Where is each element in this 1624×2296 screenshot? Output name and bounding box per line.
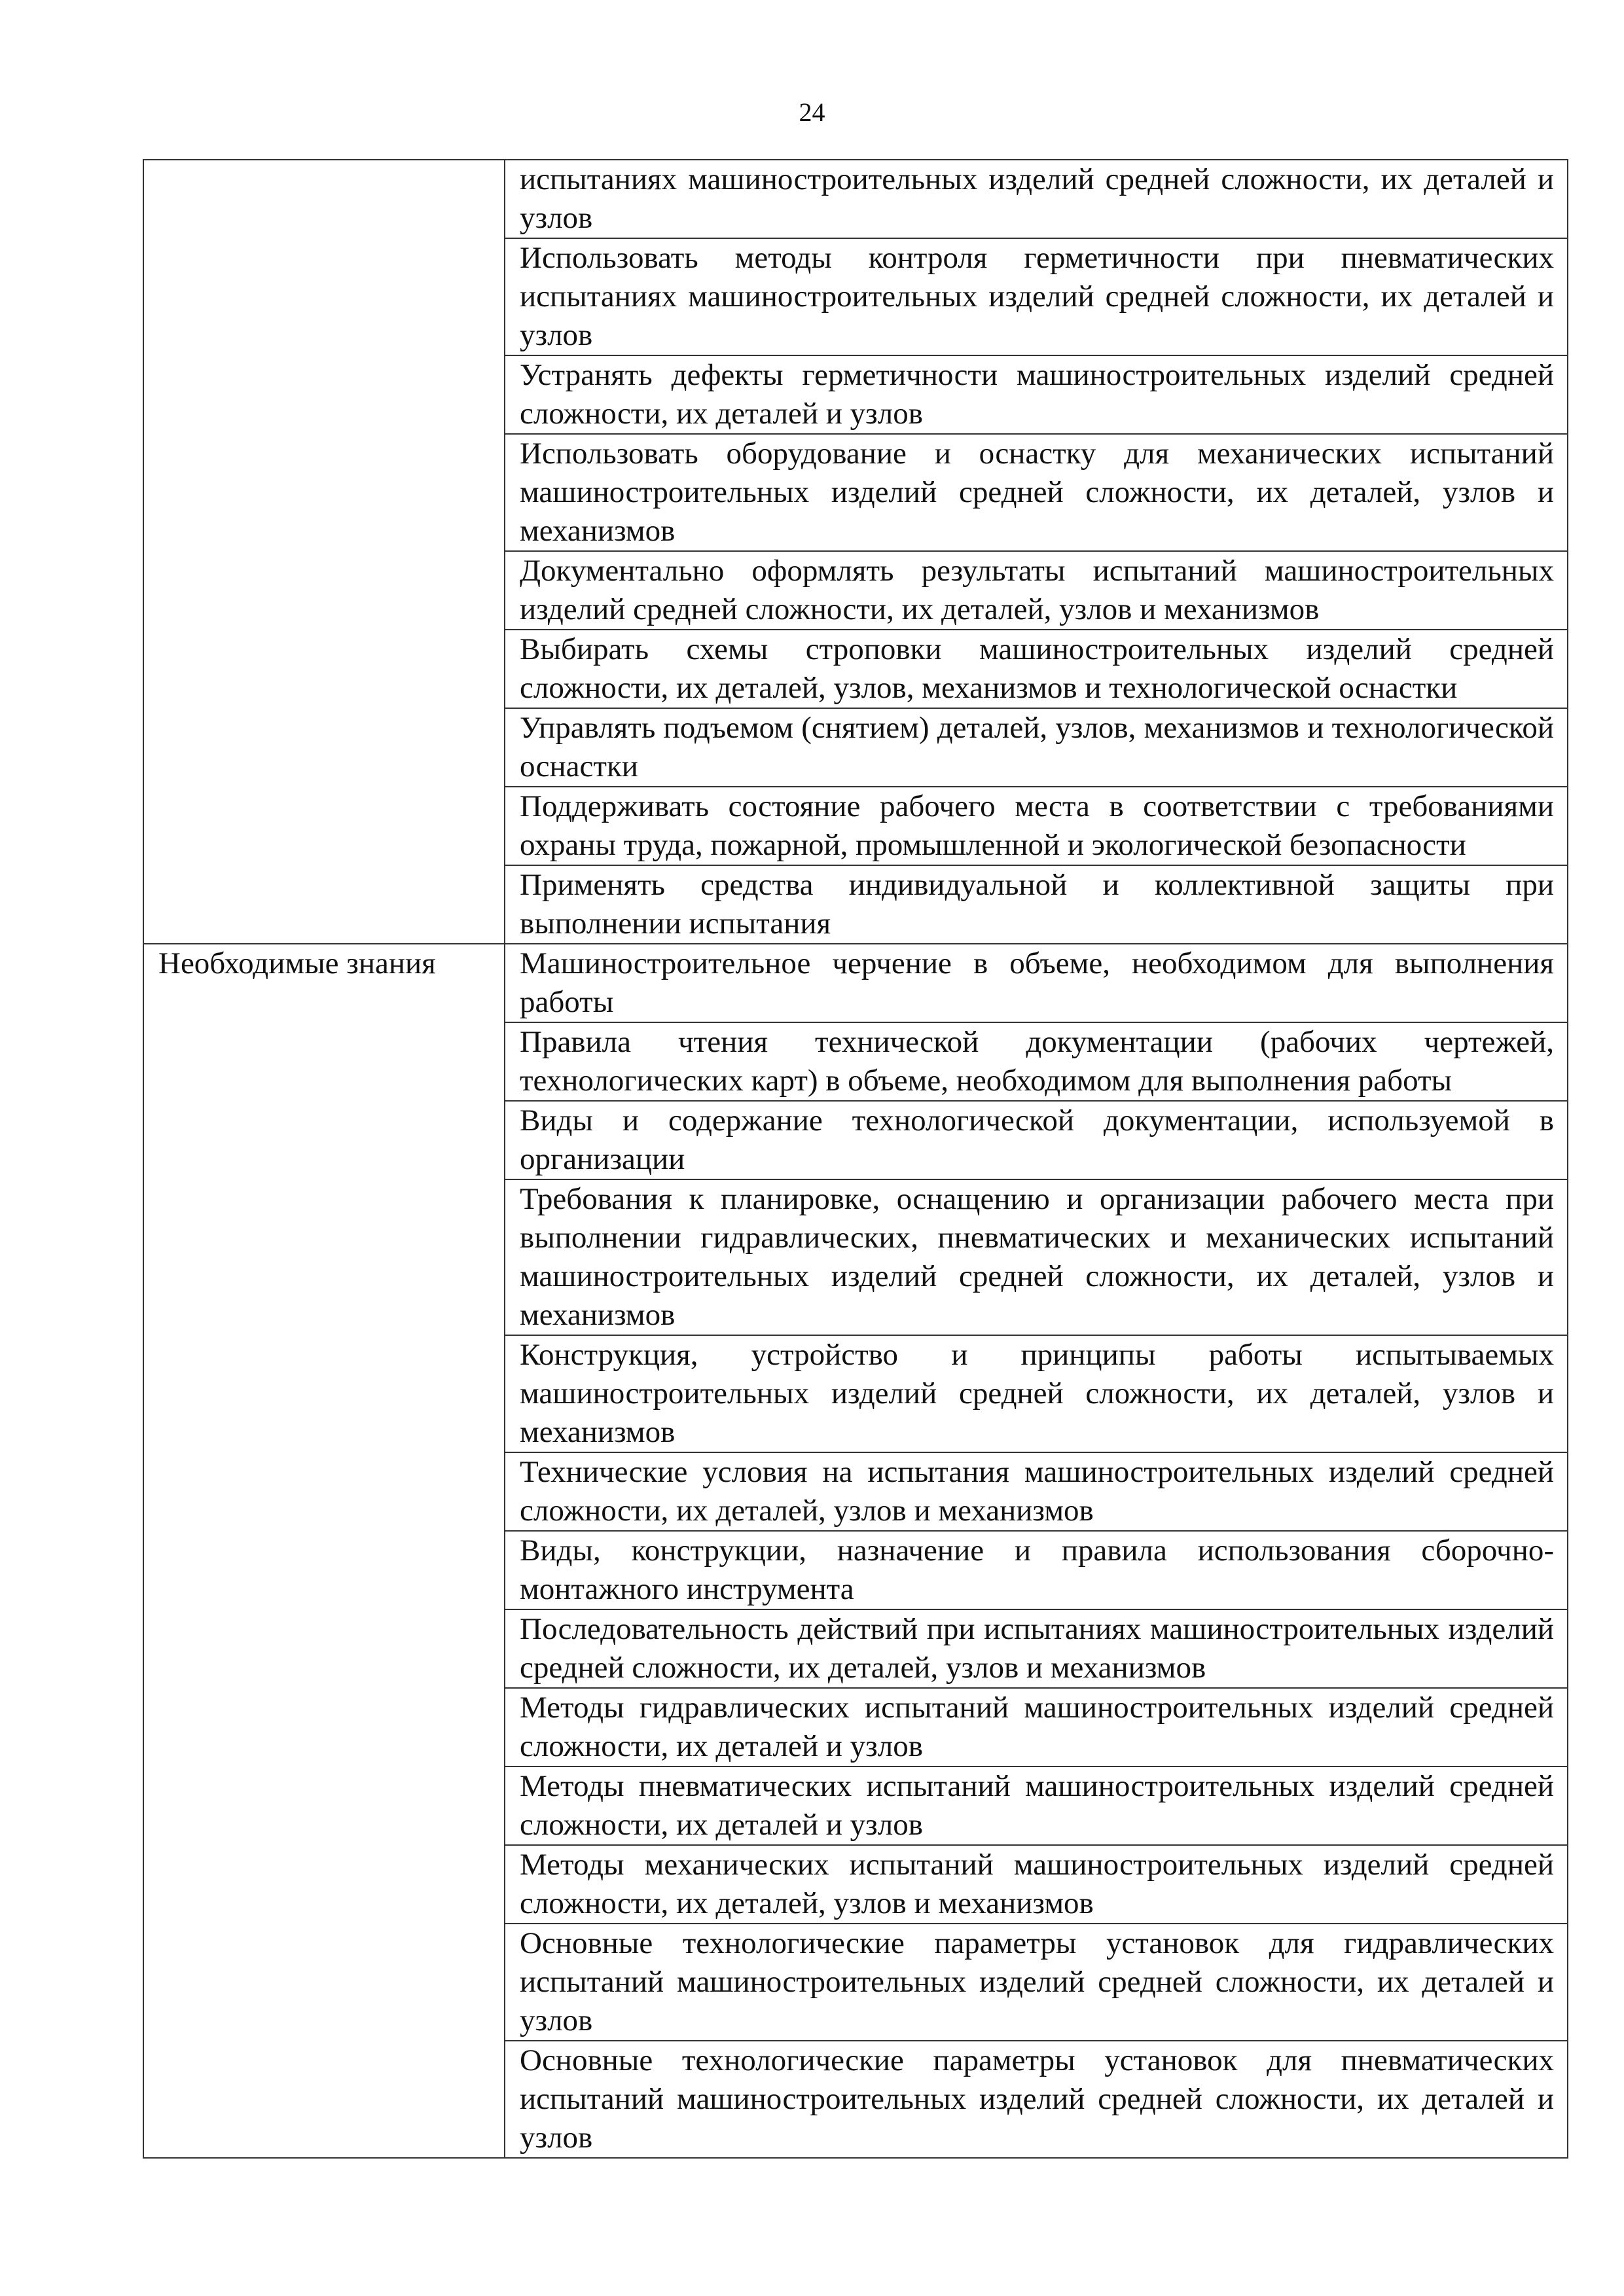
skill-item: Документально оформлять результаты испытаний машиностроительных изделий средней сложности, их деталей, узлов и механизмов — [505, 551, 1568, 630]
knowledge-item: Методы гидравлических испытаний машиностроительных изделий средней сложности, их деталей и узлов — [505, 1688, 1568, 1767]
skill-item: Выбирать схемы строповки машиностроительных изделий средней сложности, их деталей, узлов, механизмов и технологической оснастки — [505, 630, 1568, 708]
skill-item: Управлять подъемом (снятием) деталей, узлов, механизмов и технологической оснастки — [505, 708, 1568, 787]
knowledge-item: Конструкция, устройство и принципы работы испытываемых машиностроительных изделий средней сложности, их деталей, узлов и механизмов — [505, 1335, 1568, 1452]
table-row — [143, 944, 1568, 1022]
knowledge-item: Технические условия на испытания машиностроительных изделий средней сложности, их деталей, узлов и механизмов — [505, 1452, 1568, 1531]
knowledge-item: Требования к планировке, оснащению и организации рабочего места при выполнении гидравлических, пневматических и механических испытаний машиностроительных изделий средней сложности, их деталей, узлов и механизмов — [505, 1179, 1568, 1335]
skill-item: Использовать методы контроля герметичности при пневматических испытаниях машиностроительных изделий средней сложности, их деталей и узлов — [505, 238, 1568, 355]
knowledge-item: Методы механических испытаний машиностроительных изделий средней сложности, их деталей, узлов и механизмов — [505, 1845, 1568, 1924]
knowledge-item: Правила чтения технической документации (рабочих чертежей, технологических карт) в объеме, необходимом для выполнения работы — [505, 1022, 1568, 1101]
skill-item: Использовать оборудование и оснастку для механических испытаний машиностроительных изделий средней сложности, их деталей, узлов и механизмов — [505, 434, 1568, 551]
knowledge-label: Необходимые знания — [143, 944, 505, 2158]
skill-item: Применять средства индивидуальной и коллективной защиты при выполнении испытания — [505, 865, 1568, 944]
skill-item: Поддерживать состояние рабочего места в соответствии с требованиями охраны труда, пожарной, промышленной и экологической безопасности — [505, 787, 1568, 865]
knowledge-item: Машиностроительное черчение в объеме, необходимом для выполнения работы — [505, 944, 1568, 1022]
page-number: 24 — [799, 98, 825, 127]
knowledge-item: Виды, конструкции, назначение и правила использования сборочно-монтажного инструмента — [505, 1531, 1568, 1609]
skill-item: Устранять дефекты герметичности машиностроительных изделий средней сложности, их деталей и узлов — [505, 355, 1568, 434]
knowledge-item: Методы пневматических испытаний машиностроительных изделий средней сложности, их деталей и узлов — [505, 1767, 1568, 1845]
knowledge-item: Последовательность действий при испытаниях машиностроительных изделий средней сложности, их деталей, узлов и механизмов — [505, 1609, 1568, 1688]
table-row — [143, 160, 1568, 238]
knowledge-item: Основные технологические параметры установок для пневматических испытаний машиностроительных изделий средней сложности, их деталей и узлов — [505, 2041, 1568, 2158]
knowledge-item: Виды и содержание технологической документации, используемой в организации — [505, 1101, 1568, 1179]
skill-item: испытаниях машиностроительных изделий средней сложности, их деталей и узлов — [505, 160, 1568, 238]
skills-label-cell — [143, 160, 505, 944]
knowledge-item: Основные технологические параметры установок для гидравлических испытаний машиностроительных изделий средней сложности, их деталей и узлов — [505, 1924, 1568, 2041]
competency-table — [143, 159, 1568, 2159]
